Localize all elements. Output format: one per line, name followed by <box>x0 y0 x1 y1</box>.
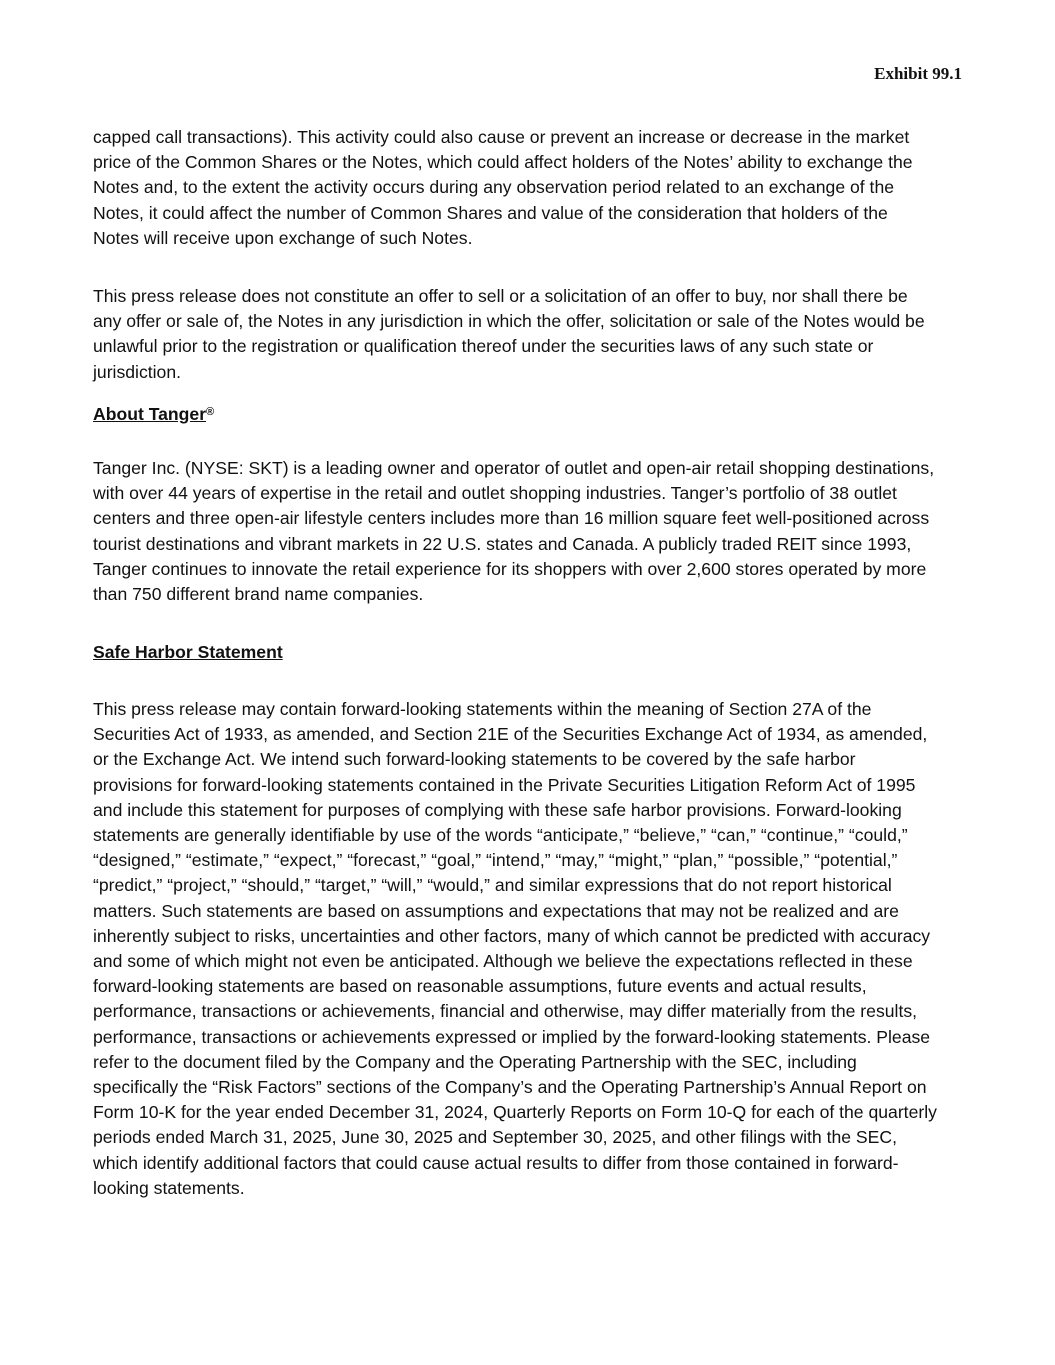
paragraph-about-tanger: Tanger Inc. (NYSE: SKT) is a leading owner and operator of outlet and open-air retail shopping destinations, with over 44 years of expertise in the retail and outlet shopping industries. Tanger’s portfolio of 38 outlet centers and three open-air lifestyle centers includes more than 16 million square feet well-positioned across tourist destinations and vibrant markets in 22 U.S. states and Canada. A publicly traded REIT since 1993, Tanger continues to innovate the retail experience for its shoppers with over 2,600 stores operated by more than 750 different brand name companies. <box>93 458 935 605</box>
paragraph-safe-harbor: This press release may contain forward-looking statements within the meaning of Section 27A of the Securities Act of 1933, as amended, and Section 21E of the Securities Exchange Act of 1934, as amended, or the Exchange Act. We intend such forward-looking statements to be covered by the safe harbor provisions for forward-looking statements contained in the Private Securities Litigation Reform Act of 1995 and include this statement for purposes of complying with these safe harbor provisions. Forward-looking statements are generally identifiable by use of the words “anticipate,” “believe,” “can,” “continue,” “could,” “designed,” “estimate,” “expect,” “forecast,” “goal,” “intend,” “may,” “might,” “plan,” “possible,” “potential,” “predict,” “project,” “should,” “target,” “will,” “would,” and similar expressions that do not report historical matters. Such statements are based on assumptions and expectations that may not be realized and are inherently subject to risks, uncertainties and other factors, many of which cannot be predicted with accuracy and some of which might not even be anticipated. Although we believe the expectations reflected in these forward-looking statements are based on reasonable assumptions, future events and actual results, performance, transactions or achievements, financial and otherwise, may differ materially from the results, performance, transactions or achievements expressed or implied by the forward-looking statements. Please refer to the document filed by the Company and the Operating Partnership with the SEC, including specifically the “Risk Factors” sections of the Company’s and the Operating Partnership’s Annual Report on Form 10-K for the year ended December 31, 2024, Quarterly Reports on Form 10-Q for each of the quarterly periods ended March 31, 2025, June 30, 2025 and September 30, 2025, and other filings with the SEC, which identify additional factors that could cause actual results to differ from those contained in forward-looking statements. <box>93 699 937 1198</box>
heading-safe-harbor: Safe Harbor Statement <box>93 642 283 662</box>
heading-about-tanger-text: About Tanger <box>93 404 207 424</box>
paragraph-capped-call: capped call transactions). This activity could also cause or prevent an increase or decrease in the market price of the Common Shares or the Notes, which could affect holders of the Notes’ ability to exchange the Notes and, to the extent the activity occurs during any observation period related to an exchange of the Notes, it could affect the number of Common Shares and value of the consideration that holders of the Notes will receive upon exchange of such Notes. <box>93 127 913 248</box>
registered-mark: ® <box>206 406 215 418</box>
paragraph-offer-disclaimer: This press release does not constitute an offer to sell or a solicitation of an offer to buy, nor shall there be any offer or sale of, the Notes in any jurisdiction in which the offer, solicitation or sale of the Notes would be unlawful prior to the registration or qualification thereof under the securities laws of any such state or jurisdiction. <box>93 286 925 382</box>
heading-about-tanger <box>93 400 214 427</box>
exhibit-label: Exhibit 99.1 <box>874 64 962 83</box>
